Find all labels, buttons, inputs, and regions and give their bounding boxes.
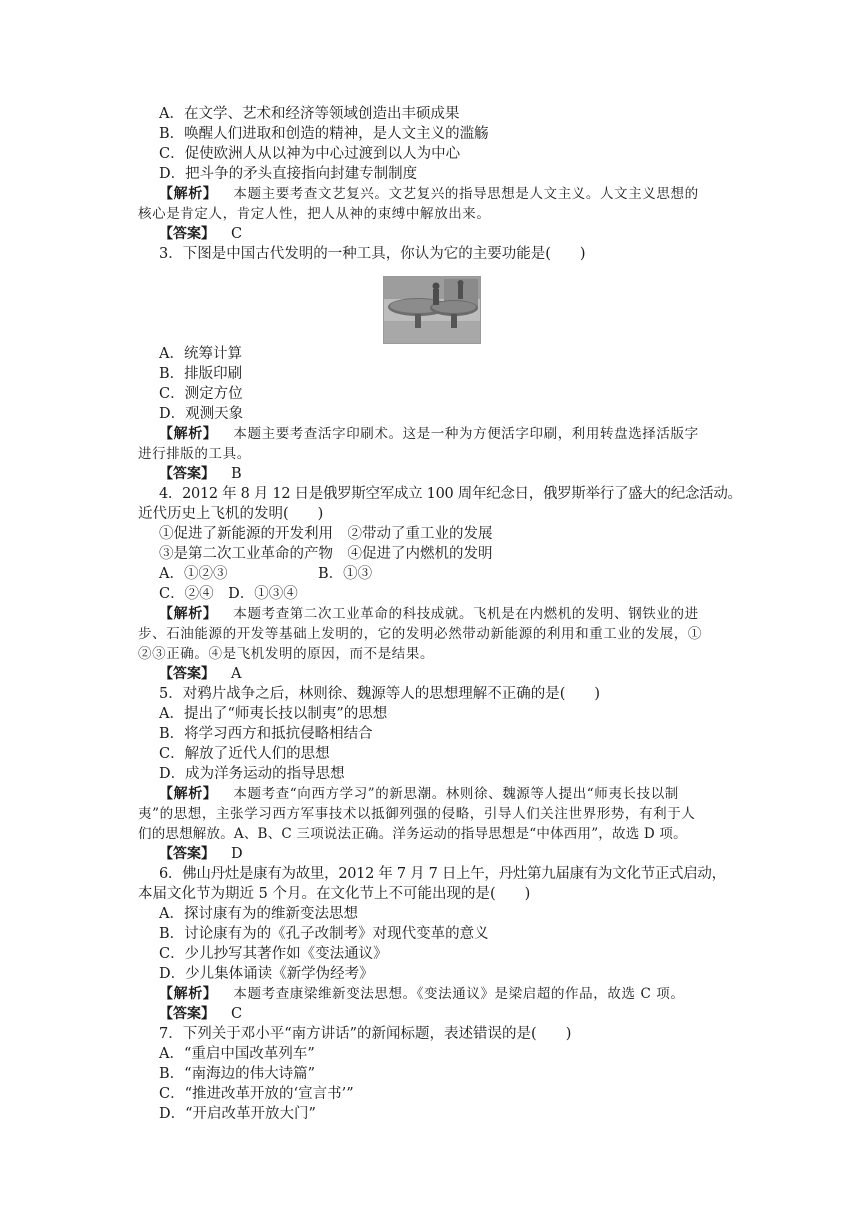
q6-analysis-line — [159, 984, 684, 1004]
q5-answer-line — [159, 844, 243, 864]
q4-answer-line — [159, 664, 241, 684]
q7-option-c: C．“推进改革开放的‘宣言书’” — [159, 1086, 354, 1102]
q2-option-a: A．在文学、艺术和经济等领域创造出丰硕成果 — [159, 106, 460, 122]
answer-value: B — [231, 466, 242, 482]
q6-answer-line — [159, 1004, 242, 1024]
q4-analysis-cont: 步、石油能源的开发等基础上发明的，它的发明必然带动新能源的利用和重工业的发展，① — [138, 626, 702, 642]
q6-option-a: A．探讨康有为的维新变法思想 — [159, 906, 358, 922]
q4-items-1: ①促进了新能源的开发利用 ②带动了重工业的发展 — [159, 526, 493, 542]
q4-items-2: ③是第二次工业革命的产物 ④促进了内燃机的发明 — [159, 546, 493, 562]
q3-stem: 3．下图是中国古代发明的一种工具，你认为它的主要功能是( ) — [159, 246, 586, 262]
analysis-label: 【解析】 — [159, 786, 218, 802]
q2-option-c: C．促使欧洲人从以神为中心过渡到以人为中心 — [159, 146, 461, 162]
q3-option-c: C．测定方位 — [159, 386, 243, 402]
q4-stem-cont: 近代历史上飞机的发明( ) — [138, 506, 324, 522]
q6-option-b: B．讨论康有为的《孔子改制考》对现代变革的意义 — [159, 926, 489, 942]
answer-value: A — [231, 666, 242, 682]
q5-option-b: B．将学习西方和抵抗侵略相结合 — [159, 726, 373, 742]
q4-option-a: A．①②③ — [159, 566, 228, 582]
analysis-text: 本题主要考查文艺复兴。文艺复兴的指导思想是人文主义。人文主义思想的 — [233, 186, 699, 202]
rotating-type-table-photo — [383, 276, 481, 344]
analysis-text: 本题主要考查活字印刷术。这是一种为方便活字印刷，利用转盘选择活版字 — [233, 426, 699, 442]
q3-option-a: A．统筹计算 — [159, 346, 242, 362]
q7-option-a: A．“重启中国改革列车” — [159, 1046, 315, 1062]
q4-analysis-cont-2: ②③正确。④是飞机发明的原因，而不是结果。 — [138, 646, 435, 662]
answer-value: C — [231, 1006, 243, 1022]
answer-value: D — [231, 846, 243, 862]
q5-option-a: A．提出了“师夷长技以制夷”的思想 — [159, 706, 388, 722]
q5-option-d: D．成为洋务运动的指导思想 — [159, 766, 345, 782]
analysis-label: 【解析】 — [159, 186, 218, 202]
q2-option-d: D．把斗争的矛头直接指向封建专制制度 — [159, 166, 418, 182]
q3-analysis-line — [159, 424, 699, 444]
q6-option-c: C．少儿抄写其著作如《变法通议》 — [159, 946, 388, 962]
q5-analysis-cont: 夷”的思想，主张学习西方军事技术以抵御列强的侵略，引导人们关注世界形势，有利于人 — [138, 806, 696, 822]
answer-label: 【答案】 — [159, 666, 215, 682]
q3-option-d: D．观测天象 — [159, 406, 244, 422]
q4-option-cd: C．②④ D．①③④ — [159, 586, 298, 602]
q4-analysis-line — [159, 604, 699, 624]
q5-option-c: C．解放了近代人们的思想 — [159, 746, 330, 762]
answer-label: 【答案】 — [159, 226, 215, 242]
q2-analysis-line — [159, 184, 699, 204]
answer-label: 【答案】 — [159, 466, 215, 482]
q3-option-b: B．排版印刷 — [159, 366, 243, 382]
answer-label: 【答案】 — [159, 846, 215, 862]
q5-stem: 5．对鸦片战争之后，林则徐、魏源等人的思想理解不正确的是( ) — [159, 686, 601, 702]
q7-stem: 7．下列关于邓小平“南方讲话”的新闻标题，表述错误的是( ) — [159, 1026, 572, 1042]
analysis-text: 本题考查第二次工业革命的科技成就。飞机是在内燃机的发明、钢铁业的进 — [233, 606, 699, 622]
analysis-text: 本题考查康梁维新变法思想。《变法通议》是梁启超的作品，故选 C 项。 — [233, 986, 685, 1002]
q7-option-b: B．“南海边的伟大诗篇” — [159, 1066, 315, 1082]
q7-option-d: D．“开启改革开放大门” — [159, 1106, 316, 1122]
answer-label: 【答案】 — [159, 1006, 215, 1022]
q6-option-d: D．少儿集体诵读《新学伪经考》 — [159, 966, 374, 982]
q2-option-b: B．唤醒人们进取和创造的精神，是人文主义的滥觞 — [159, 126, 489, 142]
q6-stem: 6．佛山丹灶是康有为故里，2012 年 7 月 7 日上午，丹灶第九届康有为文化节正式启动， — [159, 866, 726, 882]
q5-analysis-cont-2: 们的思想解放。A、B、C 三项说法正确。洋务运动的指导思想是“中体西用”，故选 D 项。 — [138, 826, 687, 842]
q4-option-b: B．①③ — [318, 566, 373, 582]
q3-analysis-cont: 进行排版的工具。 — [138, 446, 251, 462]
q2-analysis-cont: 核心是肯定人，肯定人性，把人从神的束缚中解放出来。 — [138, 206, 491, 222]
analysis-label: 【解析】 — [159, 986, 218, 1002]
photo-illustration — [384, 277, 480, 343]
analysis-label: 【解析】 — [159, 426, 218, 442]
q5-analysis-line — [159, 784, 679, 804]
q4-stem: 4．2012 年 8 月 12 日是俄罗斯空军成立 100 周年纪念日，俄罗斯举行了盛大的纪念活动。 — [159, 486, 742, 502]
answer-value: C — [231, 226, 243, 242]
analysis-text: 本题考查“向西方学习”的新思潮。林则徐、魏源等人提出“师夷长技以制 — [233, 786, 679, 802]
q6-stem-cont: 本届文化节为期近 5 个月。在文化节上不可能出现的是( ) — [138, 886, 531, 902]
q3-answer-line — [159, 464, 242, 484]
analysis-label: 【解析】 — [159, 606, 218, 622]
q2-answer-line — [159, 224, 242, 244]
